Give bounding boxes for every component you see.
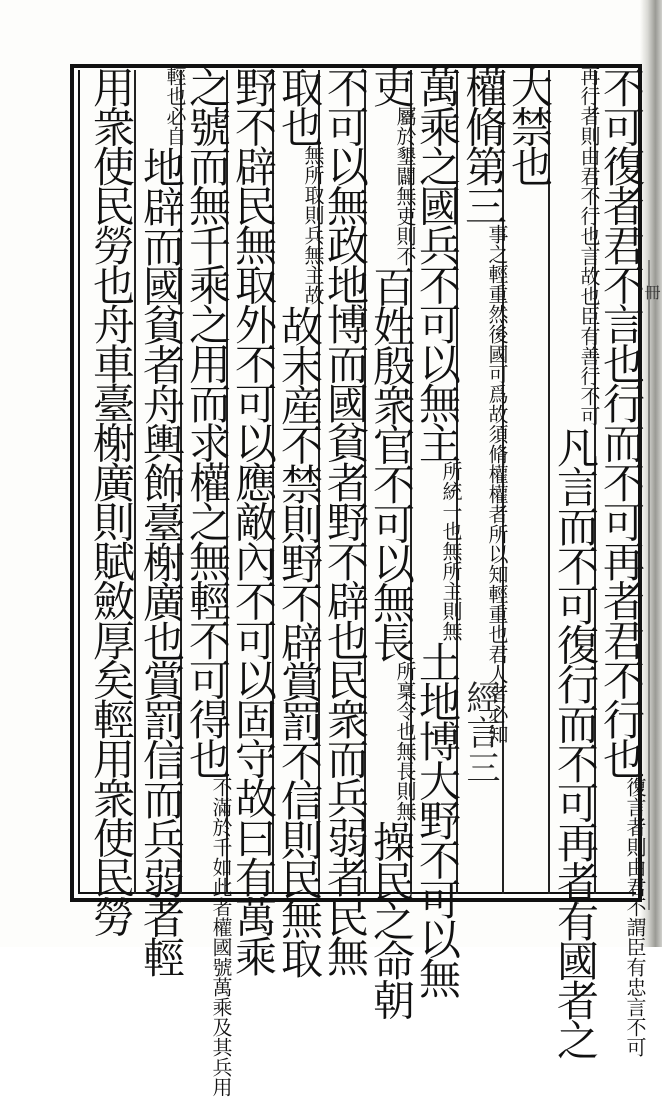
commentary-note xyxy=(440,461,462,641)
main-text: 用衆使民勞也舟車臺榭廣則賦斂厚矣輕用衆使民勞 xyxy=(87,66,136,935)
main-text: 大禁也 xyxy=(505,66,554,185)
text-column xyxy=(596,66,647,1057)
main-text: 不可復者君不言也行而不可再者君不行也 xyxy=(597,66,646,777)
text-column xyxy=(228,66,278,975)
commentary-line: 謂臣有忠言不可 xyxy=(623,917,647,1057)
commentary-line: 所稟令也 xyxy=(393,660,417,741)
main-text: 之號而無千乘之用而求權之無輕不可得也 xyxy=(183,66,232,777)
main-text: 凡言而不可復行而不可再者有國者之 xyxy=(551,426,600,1058)
commentary-line: 復言者則由君不 xyxy=(623,777,647,917)
commentary-line: 輕也 xyxy=(163,66,187,106)
text-column xyxy=(136,66,187,976)
commentary-line: 無吏則不 xyxy=(393,185,417,266)
commentary-line: 不滿於千如此者權 xyxy=(209,777,233,937)
commentary-line: 必自 xyxy=(163,106,187,146)
commentary-line: 屬於墾闢 xyxy=(393,105,417,186)
main-text: 操民之命朝 xyxy=(367,820,416,1018)
commentary-line: 國號萬乘及其兵用 xyxy=(209,937,233,1097)
commentary-line: 權者所以知輕重也君人者必知 xyxy=(485,484,509,744)
main-text: 取也 xyxy=(275,66,324,145)
commentary-note xyxy=(210,777,232,1097)
commentary-note xyxy=(486,224,508,744)
text-column xyxy=(320,66,370,975)
main-text: 野不辟民無取外不可以應敵內不可以固守故曰有萬乘 xyxy=(229,66,278,975)
commentary-line: 無所取則 xyxy=(301,145,325,225)
commentary-note xyxy=(624,777,646,1057)
running-title: 經言三 xyxy=(460,680,500,785)
main-text: 權脩第三 xyxy=(459,66,508,224)
commentary-note xyxy=(164,66,186,146)
commentary-note xyxy=(302,145,324,305)
text-column xyxy=(182,66,233,1097)
commentary-note xyxy=(394,106,416,266)
text-column xyxy=(504,66,554,892)
commentary-line: 言故也臣有善行不可 xyxy=(577,246,601,426)
commentary-line: 再行者則由君不行也 xyxy=(577,66,601,246)
commentary-note xyxy=(394,661,416,821)
text-column xyxy=(274,66,325,977)
main-text: 吏 xyxy=(367,66,416,106)
main-text: 萬乘之國兵不可以無主 xyxy=(413,66,462,461)
main-text: 故末産不禁則野不辟賞罰不信則民無取 xyxy=(275,305,324,977)
text-column xyxy=(86,66,136,935)
main-text: 百姓殷衆官不可以無長 xyxy=(367,265,416,661)
main-text: 地辟而國貧者舟輿飾臺榭廣也賞罰信而兵弱者輕 xyxy=(137,146,186,976)
commentary-line: 無所主則無 xyxy=(439,541,463,641)
commentary-line: 事之輕重然後國可爲故須脩權 xyxy=(485,224,509,484)
commentary-line: 兵無主故 xyxy=(301,225,325,305)
commentary-line: 所統一也 xyxy=(439,461,463,541)
commentary-line: 無長則無 xyxy=(393,740,417,821)
main-text: 土地博大野不可以無 xyxy=(413,641,462,997)
page-edge-marks xyxy=(648,260,664,910)
text-column xyxy=(550,66,601,1058)
main-text: 不可以無政地博而國貧者野不辟也民衆而兵弱者民無 xyxy=(321,66,370,975)
edge-glyph: 冊 xyxy=(642,284,661,300)
commentary-note xyxy=(578,66,600,426)
text-column xyxy=(366,66,417,1018)
